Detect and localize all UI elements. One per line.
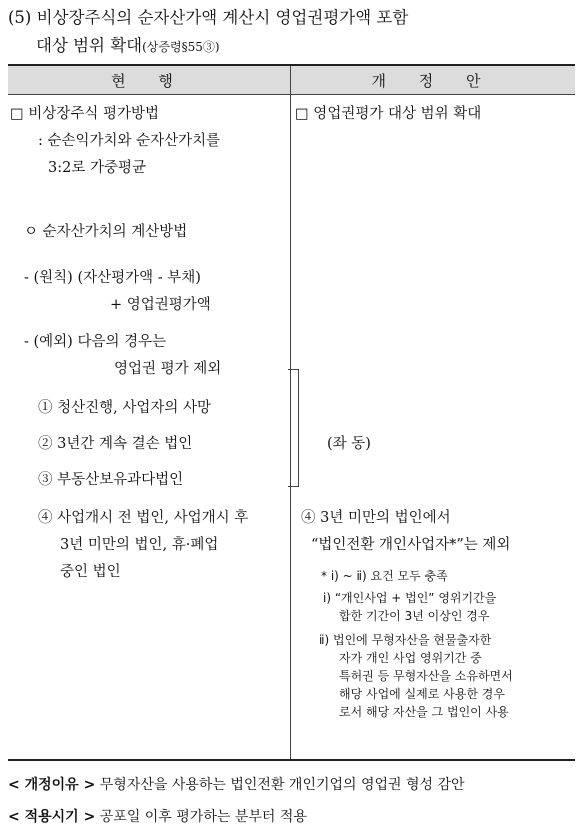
current-exception: - (예외) 다음의 경우는 영업권 평가 제외 bbox=[24, 334, 222, 377]
current-item1: □ 비상장주식 평가방법 : 순손익가치와 순자산가치를 3:2로 가중평균 bbox=[10, 106, 221, 176]
proposed-same: (좌 동) bbox=[327, 436, 371, 452]
current-case4: ④ 사업개시 전 법인, 사업개시 후 3년 미만의 법인, 휴·폐업 중인 법인 bbox=[38, 510, 249, 580]
current-case1: ① 청산진행, 사업자의 사망 bbox=[38, 400, 212, 416]
title-reference: (상증령§55③) bbox=[142, 40, 220, 54]
current-principle: - (원칙) (자산평가액 - 부채) + 영업권평가액 bbox=[24, 270, 211, 313]
reason-label: < 개정이유 > bbox=[8, 777, 96, 793]
current-case2: ② 3년간 계속 결손 법인 bbox=[38, 436, 193, 452]
timing-line bbox=[8, 806, 307, 826]
proposed-case4: ④ 3년 미만의 법인에서 “법인전환 개인사업자*”는 제외 bbox=[301, 510, 511, 553]
proposed-note-i: ⅰ) “개인사업 + 법인” 영위기간을 합한 기간이 3년 이상인 경우 bbox=[323, 591, 497, 623]
section-title bbox=[8, 4, 576, 61]
proposed-note-ii: ⅱ) 법인에 무형자산을 현물출자한 자가 개인 사업 영위기간 중 특허권 등 무형자산을 소유하면서 해당 사업에 실제로 사용한 경우 로서 해당 자산을 그 법인이 사용 bbox=[319, 633, 513, 719]
current-column bbox=[8, 95, 291, 761]
reason-text: 무형자산을 사용하는 법인전환 개인기업의 영업권 형성 감안 bbox=[99, 777, 465, 793]
current-case3: ③ 부동산보유과다법인 bbox=[38, 472, 184, 488]
proposed-note: * ⅰ) ~ ⅱ) 요건 모두 충족 bbox=[321, 569, 448, 583]
title-main: 대상 범위 확대 bbox=[36, 36, 143, 55]
proposed-column bbox=[291, 95, 576, 761]
header-proposed: 개 정 안 bbox=[291, 65, 576, 95]
timing-text: 공포일 이후 평가하는 분부터 적용 bbox=[99, 809, 307, 825]
title-line2 bbox=[8, 32, 576, 61]
current-item2: ㅇ 순자산가치의 계산방법 bbox=[24, 224, 188, 240]
timing-label: < 적용시기 > bbox=[8, 809, 96, 825]
title-line1: (5) 비상장주식의 순자산가액 계산시 영업권평가액 포함 bbox=[8, 8, 409, 27]
header-current: 현 행 bbox=[8, 65, 291, 95]
comparison-table bbox=[8, 64, 575, 761]
proposed-item1: □ 영업권평가 대상 범위 확대 bbox=[295, 106, 482, 122]
reason-line bbox=[8, 774, 465, 794]
